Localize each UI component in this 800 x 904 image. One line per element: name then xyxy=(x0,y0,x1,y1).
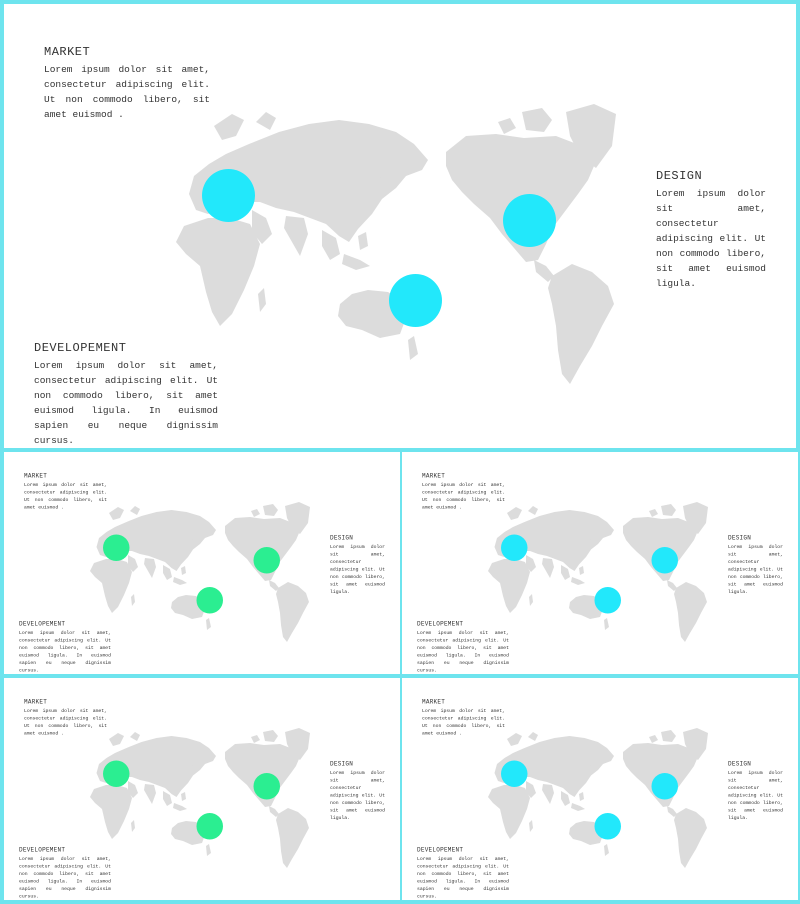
development-text: Lorem ipsum dolor sit amet, consectetur adipiscing elit. Ut non commodo libero, sit amet euismod ligula. In euismod sapien eu neque dignissim cursus. xyxy=(19,856,111,899)
development-text: Lorem ipsum dolor sit amet, consectetur adipiscing elit. Ut non commodo libero, sit amet euismod ligula. In euismod sapien eu neque dignissim cursus. xyxy=(19,630,111,673)
slide-main[interactable] xyxy=(4,4,796,448)
development-text: Lorem ipsum dolor sit amet, consectetur adipiscing elit. Ut non commodo libero, sit amet euismod ligula. In euismod sapien eu neque dignissim cursus. xyxy=(417,856,509,899)
market-text: Lorem ipsum dolor sit amet, consectetur adipiscing elit. Ut non commodo libero, sit amet euismod . xyxy=(422,482,505,510)
oceania-marker xyxy=(595,587,622,614)
north-america-marker xyxy=(652,773,679,800)
market-text: Lorem ipsum dolor sit amet, consectetur adipiscing elit. Ut non commodo libero, sit amet euismod . xyxy=(24,482,107,510)
design-title: DESIGN xyxy=(330,534,354,542)
slide-content xyxy=(402,678,798,900)
design-block xyxy=(330,761,385,822)
europe-marker xyxy=(501,535,528,562)
market-title: MARKET xyxy=(422,472,446,480)
europe-marker xyxy=(202,169,255,222)
development-title: DEVELOPEMENT xyxy=(19,846,66,854)
slide-content xyxy=(4,452,400,674)
market-title: MARKET xyxy=(24,698,48,706)
design-title: DESIGN xyxy=(728,760,752,768)
slide-content xyxy=(4,4,796,448)
market-block xyxy=(24,699,107,738)
design-block xyxy=(728,535,783,596)
oceania-marker xyxy=(197,813,224,840)
design-block xyxy=(656,169,766,291)
design-text: Lorem ipsum dolor sit amet, consectetur adipiscing elit. Ut non commodo libero, sit amet euismod ligula. xyxy=(728,770,783,821)
development-block xyxy=(34,341,218,448)
design-title: DESIGN xyxy=(656,169,703,183)
development-title: DEVELOPEMENT xyxy=(34,341,127,355)
design-block xyxy=(728,761,783,822)
market-text: Lorem ipsum dolor sit amet, consectetur adipiscing elit. Ut non commodo libero, sit amet euismod . xyxy=(422,708,505,736)
europe-marker xyxy=(501,761,528,788)
market-title: MARKET xyxy=(422,698,446,706)
market-text: Lorem ipsum dolor sit amet, consectetur adipiscing elit. Ut non commodo libero, sit amet euismod . xyxy=(44,64,210,120)
market-title: MARKET xyxy=(24,472,48,480)
slide-thumbnail-2[interactable] xyxy=(402,452,798,674)
development-text: Lorem ipsum dolor sit amet, consectetur adipiscing elit. Ut non commodo libero, sit amet euismod ligula. In euismod sapien eu neque dignissim cursus. xyxy=(417,630,509,673)
slide-thumbnail-1[interactable] xyxy=(4,452,400,674)
design-text: Lorem ipsum dolor sit amet, consectetur adipiscing elit. Ut non commodo libero, sit amet euismod ligula. xyxy=(728,544,783,595)
market-title: MARKET xyxy=(44,45,91,59)
oceania-marker xyxy=(389,274,442,327)
slide-content xyxy=(402,452,798,674)
design-title: DESIGN xyxy=(728,534,752,542)
slide-thumbnail-3[interactable] xyxy=(4,678,400,900)
market-block xyxy=(422,473,505,512)
north-america-marker xyxy=(503,194,556,247)
north-america-marker xyxy=(652,547,679,574)
design-text: Lorem ipsum dolor sit amet, consectetur adipiscing elit. Ut non commodo libero, sit amet euismod ligula. xyxy=(330,770,385,821)
slide-content xyxy=(4,678,400,900)
market-block xyxy=(44,45,210,122)
development-text: Lorem ipsum dolor sit amet, consectetur adipiscing elit. Ut non commodo libero, sit amet euismod ligula. In euismod sapien eu neque dignissim cursus. xyxy=(34,360,218,446)
oceania-marker xyxy=(197,587,224,614)
development-block xyxy=(417,847,509,901)
development-block xyxy=(19,847,111,901)
market-text: Lorem ipsum dolor sit amet, consectetur adipiscing elit. Ut non commodo libero, sit amet euismod . xyxy=(24,708,107,736)
slide-thumbnail-4[interactable] xyxy=(402,678,798,900)
design-text: Lorem ipsum dolor sit amet, consectetur adipiscing elit. Ut non commodo libero, sit amet euismod ligula. xyxy=(330,544,385,595)
market-block xyxy=(422,699,505,738)
oceania-marker xyxy=(595,813,622,840)
development-block xyxy=(19,621,111,675)
development-title: DEVELOPEMENT xyxy=(417,620,464,628)
europe-marker xyxy=(103,535,130,562)
development-title: DEVELOPEMENT xyxy=(19,620,66,628)
development-title: DEVELOPEMENT xyxy=(417,846,464,854)
north-america-marker xyxy=(254,547,281,574)
north-america-marker xyxy=(254,773,281,800)
development-block xyxy=(417,621,509,675)
design-block xyxy=(330,535,385,596)
design-title: DESIGN xyxy=(330,760,354,768)
europe-marker xyxy=(103,761,130,788)
design-text: Lorem ipsum dolor sit amet, consectetur adipiscing elit. Ut non commodo libero, sit amet euismod ligula. xyxy=(656,188,766,289)
market-block xyxy=(24,473,107,512)
